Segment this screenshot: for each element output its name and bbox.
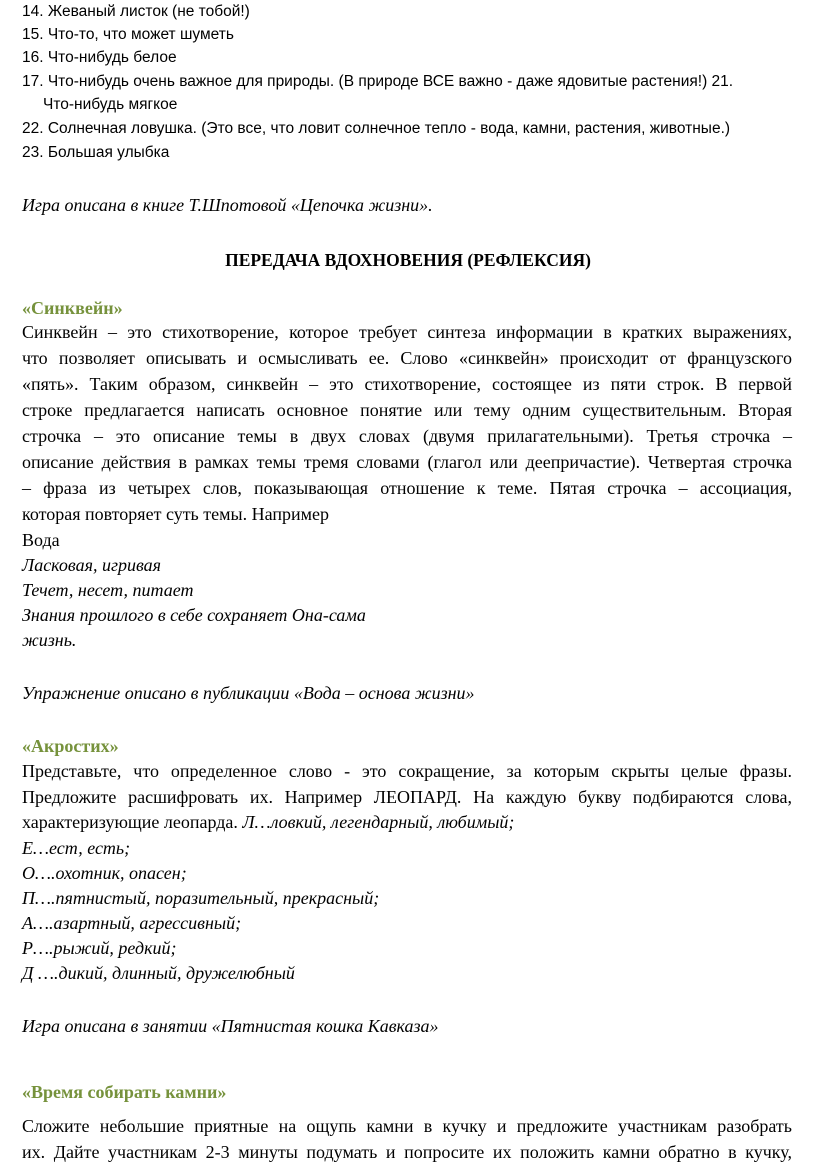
list-item: 16. Что-нибудь белое xyxy=(22,49,177,66)
paragraph-line: их. Дайте участникам 2-3 минуты подумать и попросите их положить камни обратно в кучку, xyxy=(22,1142,792,1162)
paragraph-line: что позволяет описывать и осмысливать ее. Слово «синквейн» происходит от французского xyxy=(22,348,792,368)
list-item: 23. Большая улыбка xyxy=(22,144,170,161)
example-line: Знания прошлого в себе сохраняет Она-сама xyxy=(22,605,366,625)
list-item: 15. Что-то, что может шуметь xyxy=(22,26,234,43)
example-line: Ласковая, игривая xyxy=(22,555,162,575)
acrostic-letter-line: П….пятнистый, поразительный, прекрасный; xyxy=(22,888,380,908)
subsection-title-sinkvein: «Синквейн» xyxy=(22,298,123,318)
paragraph-line: Предложите расшифровать их. Например ЛЕОПАРД. На каждую букву подбираются слова, xyxy=(22,787,792,807)
subsection-title-stones: «Время собирать камни» xyxy=(22,1082,227,1102)
source-note: Игра описана в книге Т.Шпотовой «Цепочка жизни». xyxy=(22,195,433,215)
paragraph-line xyxy=(22,810,514,834)
acrostic-letter-line: Р….рыжий, редкий; xyxy=(22,938,177,958)
paragraph-line: – фраза из четырех слов, показывающая отношение к теме. Пятая строчка – ассоциация, xyxy=(22,478,792,498)
list-item: 14. Жеваный листок (не тобой!) xyxy=(22,3,250,20)
paragraph-line: описание действия в рамках темы тремя словами (глагол или деепричастие). Четвертая строчка xyxy=(22,452,792,472)
list-item: 22. Солнечная ловушка. (Это все, что ловит солнечное тепло - вода, камни, растения, животные.) xyxy=(22,120,731,137)
acrostic-letter-line: О….охотник, опасен; xyxy=(22,863,187,883)
example-word: Вода xyxy=(22,530,60,550)
list-item: 17. Что-нибудь очень важное для природы. (В природе ВСЕ важно - даже ядовитые растения!) 21. xyxy=(22,73,734,90)
paragraph-line: строке предлагается написать основное понятие или тему одним существительным. Вторая xyxy=(22,400,792,420)
example-line: Течет, несет, питает xyxy=(22,580,194,600)
paragraph-line: которая повторяет суть темы. Например xyxy=(22,504,330,524)
paragraph-line: «пять». Таким образом, синквейн – это стихотворение, состоящее из пяти строк. В первой xyxy=(22,374,792,394)
section-title: ПЕРЕДАЧА ВДОХНОВЕНИЯ (РЕФЛЕКСИЯ) xyxy=(225,250,591,270)
paragraph-line: Представьте, что определенное слово - это сокращение, за которым скрыты целые фразы. xyxy=(22,761,792,781)
list-item-continuation: Что-нибудь мягкое xyxy=(43,96,178,113)
paragraph-line: строчка – это описание темы в двух словах (двумя прилагательными). Третья строчка – xyxy=(22,426,792,446)
acrostic-letter-line: Е…ест, есть; xyxy=(22,838,131,858)
acrostic-letter-line: А….азартный, агрессивный; xyxy=(22,913,242,933)
acrostic-letter-l: Л…ловкий, легендарный, любимый; xyxy=(242,812,515,832)
source-note: Упражнение описано в публикации «Вода – основа жизни» xyxy=(22,683,475,703)
acrostic-intro-text: характеризующие леопарда. xyxy=(22,812,243,832)
paragraph-line: Синквейн – это стихотворение, которое требует синтеза информации в кратких выражениях, xyxy=(22,322,792,342)
paragraph-line: Сложите небольшие приятные на ощупь камни в кучку и предложите участникам разобрать xyxy=(22,1116,792,1136)
subsection-title-acrostic: «Акростих» xyxy=(22,736,119,756)
example-line: жизнь. xyxy=(22,630,77,650)
source-note: Игра описана в занятии «Пятнистая кошка Кавказа» xyxy=(22,1016,439,1036)
acrostic-letter-line: Д ….дикий, длинный, дружелюбный xyxy=(22,963,295,983)
